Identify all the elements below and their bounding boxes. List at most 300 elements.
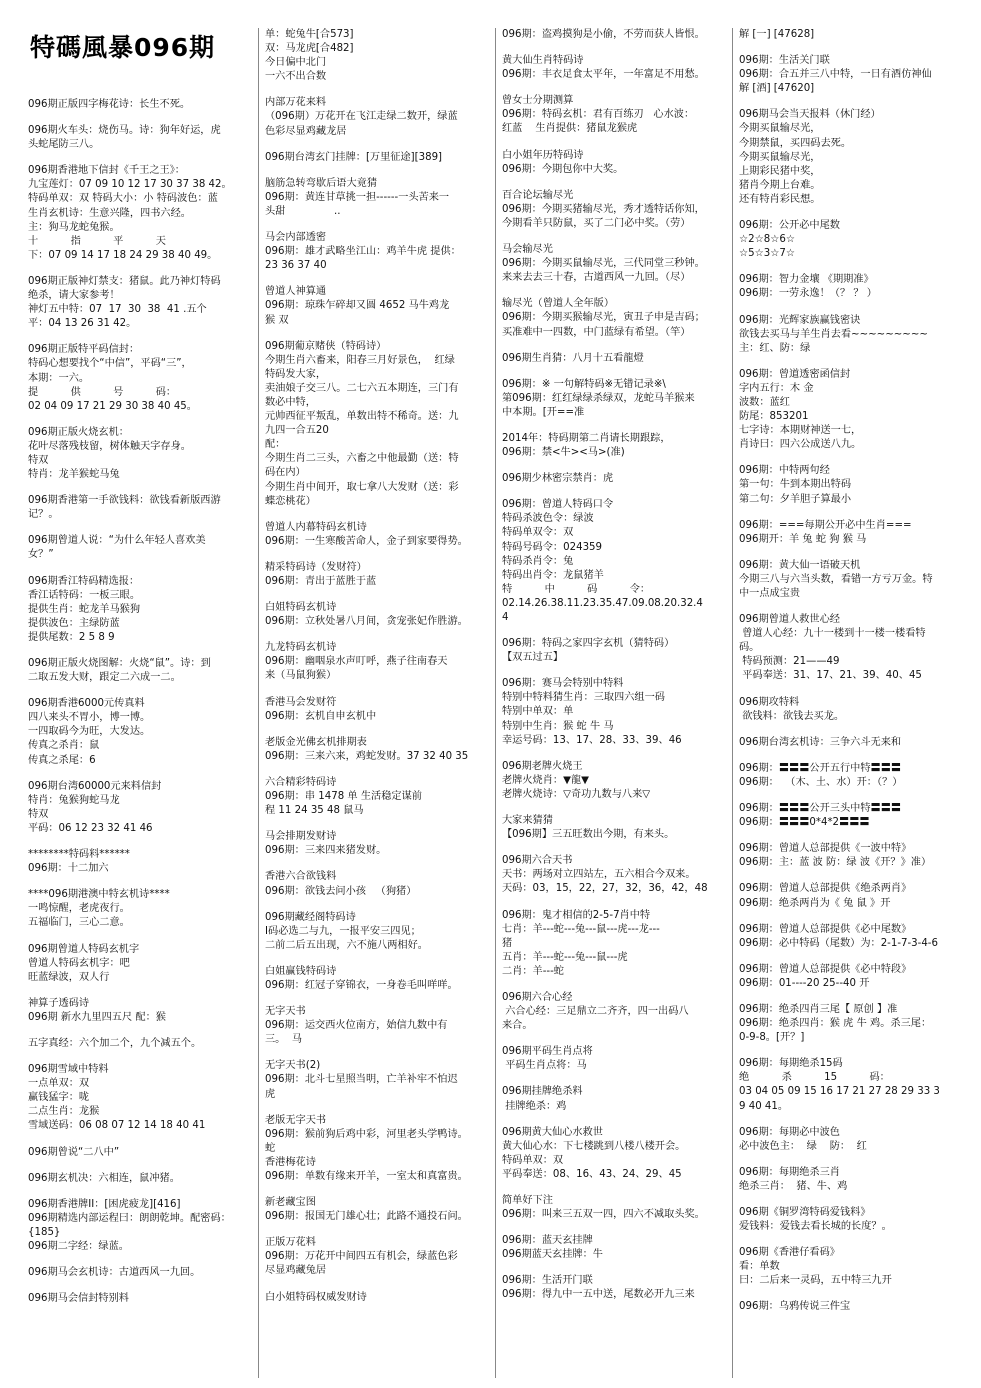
text-line: 五字真经：六个加二个，九个减五个。 [28,1037,202,1049]
text-line: 096期平码生肖点将 [502,1046,593,1058]
article-block [739,882,963,910]
text-line: 096期：〓〓〓公开三头中特〓〓〓 [739,803,902,815]
text-line: 九龙特码玄机诗 [265,642,337,654]
text-line: 曾道人神算通 [265,286,327,298]
text-line: 黄大仙生肖特码诗 [502,55,584,67]
text-line: 特双 [28,454,49,466]
text-line: 23 36 37 40 [265,260,327,272]
text-line: 096期： （木、土、水）开：（？） [739,776,903,788]
text-line: 096期蓝天玄挂牌：牛 [502,1249,603,1261]
text-line: 中一点成宝贵 [739,588,801,599]
text-line: 色彩尽显鸡藏龙居 [265,125,347,137]
text-line: 096期：运交西火位南方，始信九数中有 [265,1020,448,1032]
text-line: 马会排期发财诗 [265,831,337,843]
text-line: 【双五过五】 [502,652,564,664]
article-block [265,340,489,509]
text-line: 二前二后五出现，六不施八两相好。 [265,939,428,951]
article-block [265,965,489,993]
article-block [28,494,252,522]
article-block [739,1206,963,1234]
text-line: 白小姐特码权威发财诗 [265,1291,367,1303]
text-line: 096期《铜罗湾特码爱钱料》 [739,1207,871,1218]
text-line: ********特码料****** [28,849,130,861]
text-line: 03 04 05 09 15 16 17 21 27 28 29 33 3 [739,1086,940,1098]
text-line: 096期：光辉家族赢钱密诀 [739,314,861,326]
article-block [739,613,963,683]
article-block [265,1236,489,1278]
text-line: 元帅西征平叛乱，单数出特不稀奇。送：九 [265,411,459,423]
text-line: 特 中 码 令： [502,583,651,595]
text-line: 蝶恋桃花） [265,495,316,507]
text-line: 096期：今期买猪输尽光，秀才透特话你知， [502,203,705,215]
text-line: 096期：绝杀两肖为《 兔 鼠 》开 [739,897,891,909]
text-line: ****096期港澳中特玄机诗**** [28,889,170,901]
text-line: 猪肖今期上台难。 [739,179,821,191]
text-line: 096期：绝杀四肖：猴 虎 牛 鸡。杀三尾： [739,1018,932,1030]
text-line: 096期香港6000元传真料 [28,698,145,710]
text-line: 第一句：牛到本期出特码 [739,479,852,491]
text-line: 096期：盗鸡摸狗是小偷，不劳而获人皆恨。 [502,29,705,40]
text-line: 香港梅花诗 [265,1156,316,1168]
text-line: 096期：叫来三五双一四，四六不减取头奖。 [502,1209,705,1221]
text-line: 黄大仙心水：下七楼跳到八楼八楼开会。 [502,1140,686,1152]
text-line: 096期：特码之家四字玄机（猜特码） [502,638,675,650]
article-block [28,1146,252,1160]
text-line: 天码：03，15，22，27，32，36，42，48 [502,883,708,895]
text-line: 096期：黄连甘草挑一担------一头苦来一 [265,191,450,203]
article-block [265,641,489,683]
article-block [739,464,963,506]
text-line: 二点生肖：龙猴 [28,1106,100,1118]
text-line: 096期老牌火烧王 [502,760,583,772]
article-block [739,923,963,951]
article-block [265,28,489,84]
text-line: 六合精彩特码诗 [265,776,337,788]
text-line: 096期马会信封特别料 [28,1293,129,1305]
article-block [502,28,726,42]
text-line: 096期：青出于蓝胜于蓝 [265,576,377,587]
text-line: 096期：曾道透密函信封 [739,368,851,380]
text-line: 四八来头不胃小，博一博。 [28,712,151,724]
column-3 [495,28,732,1378]
text-line: 096期台湾60000元来料信封 [28,780,162,792]
text-line: 神算子透码诗 [28,997,90,1009]
text-line: 今期禁鼠，买四码去死。 [739,137,852,149]
article-block [739,762,963,790]
article-block [502,189,726,231]
text-line: 096期：赛马会特别中特料 [502,678,624,690]
text-line: 096期：曾道人总部提供《绝杀两肖》 [739,883,912,895]
text-line: 096期六合天书 [502,855,573,867]
text-line: 白姐特码玄机诗 [265,602,337,614]
text-line: 第二句：夕羊胆子算最小 [739,493,852,505]
article-block [265,231,489,273]
text-line: 096期精选内部运程曰：朗朗乾坤。配密码： [28,1212,231,1224]
text-line: 主：红、防：绿 [739,342,811,354]
text-line: 096期：玄机自申玄机中 [265,710,377,722]
article-block [502,54,726,82]
text-line: 096期：〓〓〓0*4*2〓〓〓 [739,817,870,829]
text-line: 老牌火烧肖：▼龍▼ [502,774,589,786]
article-block [28,275,252,331]
text-line: 096期少林密宗禁肖：虎 [502,473,614,485]
article-block [502,378,726,420]
text-line: 096期：今期买猴输尽光，寅丑子申是吉码； [502,312,705,324]
text-line: 九宝莲灯：07 09 10 12 17 30 37 38 42。 [28,179,232,191]
text-line: 头蛇尾防三八。 [28,139,100,151]
text-line: 白姐赢钱特码诗 [265,965,337,977]
text-line: 096期正版特平码信封： [28,344,140,356]
text-line: 提供尾数：2 5 8 9 [28,631,115,643]
text-line: 096期马会玄机诗：古道西风一九回。 [28,1267,201,1279]
text-line: 第096期：红红绿绿杀绿双，龙蛇马羊猴来 [502,392,695,404]
text-line: 096期：报国无门雄心壮；此路不通投石问。 [265,1211,468,1223]
text-line: 脑筋急转弯歇后语大竟猜 [265,177,378,189]
text-line: 096期《香港仔看码》 [739,1247,840,1259]
article-block [265,696,489,724]
text-line: 096期：主：蓝 波 防：绿 波《开？》准） [739,857,932,869]
text-line: 特肖：龙羊猴蛇马兔 [28,469,120,481]
article-block [502,352,726,366]
article-block [265,285,489,327]
text-line: 096期：智力金壤 《期期准》 [739,274,874,286]
text-line: 096期：串 1478 单 生活稳定谋前 [265,791,422,803]
text-line: 096期台湾玄机诗：三争六斗无来和 [739,736,902,748]
text-line: 老版金光佛玄机排期表 [265,736,367,748]
text-line: 096期马会当天报料（休门经） [739,109,881,121]
text-line: 今期三八与六当头数，看错一方亏万金。特 [739,573,933,585]
text-line: 096期：鬼才相信的2-5-7肖中特 [502,909,651,921]
article-block [502,472,726,486]
text-line: 香港马会发财符 [265,696,337,708]
article-block [265,601,489,629]
columns-container [28,28,969,1378]
text-line: 096期香港地下信封《千王之王》： [28,165,185,177]
text-line: 来合。 [502,1020,533,1032]
text-line: 上期彩民猪中奖， [739,165,821,177]
text-line: 五福临门，三心二意。 [28,917,130,929]
text-line: 096期：曾道人总部提供《一波中特》 [739,843,912,855]
article-block [739,108,963,207]
text-line: 2014年：特码期第二肖请长期跟踪， [502,432,671,444]
text-line: 欲钱料：欲钱去买龙。 [739,710,845,722]
text-line: 红蓝 生肖提供：猪鼠龙猴虎 [502,123,638,135]
text-line: 五肖：羊---蛇---兔---鼠---虎 [502,951,628,963]
text-line: 02 04 09 17 21 29 30 38 40 45。 [28,400,197,412]
text-line: 096期：今期包你中大奖。 [502,163,624,175]
text-line: 旺蓝绿波，双人行 [28,971,110,983]
text-line: 码。 [739,642,760,654]
text-line: 本期：一六。 [28,372,90,384]
article-block [502,814,726,842]
text-line: 配： [265,439,286,451]
article-block [502,1194,726,1222]
text-line: 096期香江特码精选报： [28,575,140,587]
text-line: 096期：曾道人总部提供《必中尾数》 [739,923,912,935]
text-line: 096期：三来六来，鸡蛇发财。37 32 40 35 [265,750,469,762]
text-line: 绝杀，请大家参考！ [28,290,120,302]
text-line: 特码杀肖令：兔 [502,555,574,567]
text-line: 096期挂牌绝杀料 [502,1086,583,1098]
article-block [28,1172,252,1186]
text-line: 花叶尽落残枝留，树体触天字存身。 [28,440,191,452]
text-line: 096期：雄才武略坐江山：鸡羊牛虎 提供： [265,246,461,258]
text-line: 虎 [265,1088,276,1100]
text-line: 女？” [28,549,54,561]
text-line: 096期：得九中一五中送，尾数必开九三来 [502,1289,695,1301]
text-line: 一鸣惊醒，老虎夜行。 [28,903,130,915]
text-line: 主：狗马龙蛇兔猴。 [28,221,120,233]
text-line: 六合心经：三足鼎立二齐齐，四一出码八 [502,1006,689,1018]
article-block [502,432,726,460]
text-line: 香港六合欲钱料 [265,871,337,883]
article-block [28,888,252,930]
article-block [502,1234,726,1262]
article-block [28,1266,252,1280]
text-line: 无字天书(2) [265,1060,321,1072]
text-line: 绝 杀 15 码： [739,1072,890,1084]
text-line: 传真之杀尾：6 [28,754,96,766]
text-line: 096期台湾玄门挂牌：[万里征途][389] [265,151,443,163]
text-line: 买准难中一四数，中门蓝绿有希望。（竿） [502,326,691,338]
text-line: 提供生肖：蛇龙羊马猴狗 [28,603,141,615]
article-block [502,94,726,136]
text-line: 曰：二后来一灵码，五中特三九开 [739,1275,892,1287]
article-block [265,1005,489,1047]
text-line: 特码号码令：024359 [502,541,603,553]
article-block [28,697,252,767]
text-line: 096期：单数有缘来开羊，一室太和真富贵。 [265,1171,468,1182]
article-block [28,1037,252,1051]
text-line: 程 11 24 35 48 鼠马 [265,805,364,817]
text-line: 096期：必中特码（尾数）为：2-1-7-3-4-6 [739,937,938,949]
text-line: 天书：两场对立四站左，五六相合今双来。 [502,869,696,881]
article-block [739,314,963,356]
text-line: 096期香港第一手欲钱料：欲钱看新版西游 [28,495,221,507]
article-block [502,1045,726,1073]
text-line: 096期：一劳永逸！（？ ？ ） [739,288,877,300]
article-block [739,1166,963,1194]
text-line: 曾女士分期测算 [502,95,574,107]
article-block [502,1085,726,1113]
article-block [739,559,963,601]
text-line: 特码发大家， [265,368,327,380]
text-line: 096期：每期绝杀三肖 [739,1166,840,1178]
article-block [739,54,963,96]
article-block [265,177,489,219]
text-line: 096期：曾道人特码口令 [502,499,614,511]
text-line: 解 [酒] [47620] [739,83,815,95]
text-line: 传真之杀肖：鼠 [28,740,100,752]
article-block [28,343,252,413]
text-line: 096期葡京赌侠（特码诗） [265,340,387,352]
text-line: 096期玄机决：六相连，鼠冲猪。 [28,1172,180,1184]
text-line: 096期正版神灯禁支：猪鼠。此乃神灯特码 [28,275,221,287]
text-line: 特肖：兔猴狗蛇马龙 [28,794,120,806]
column-2 [258,28,495,1378]
text-line: 096期：01----20 25--40 开 [739,977,870,989]
text-line: 曾道人特码玄机字：吧 [28,957,130,969]
text-line: 特别中单双：单 [502,706,574,718]
article-block [502,637,726,665]
article-block [265,870,489,898]
article-block [502,498,726,625]
text-line: 096期：琼珠乍碎却又圆 4652 马牛鸡龙 [265,300,450,312]
text-line: 096期：万花开中间四五有机会，绿蓝色彩 [265,1251,458,1263]
article-block [502,991,726,1033]
text-line: Ⅰ码必选二与九，一报平安三四见； [265,925,421,937]
text-line: 096期正版四字梅花诗：长生不死。 [28,99,191,110]
text-line: 096期香港牌II：[困虎疲龙][416] [28,1198,181,1210]
text-line: 096期：公开必中尾数 [739,220,840,232]
text-line: 096期：三来四来猪发财。 [265,845,387,857]
text-line: 096期正版火烧图解：火烧“鼠”。诗：到 [28,658,211,669]
article-block [28,426,252,482]
article-block [739,736,963,750]
text-line: 096期：合五并三八中特，一日有酒仿神仙 [739,69,932,81]
text-line: 平：04 13 26 31 42。 [28,318,137,330]
text-line: 096期：红冠子穿锦衣，一身卷毛叫咩咩。 [265,979,458,991]
text-line: 头甜 .. [265,205,341,217]
text-line: 必中波色主： 绿 防： 红 [739,1140,867,1152]
article-block [265,1059,489,1101]
text-line: 096期曾道人说：“为什么年轻人喜欢美 [28,535,206,547]
text-line: 肖诗曰：四六公成送八九。 [739,439,862,451]
text-line: 096期生肖猜：八月十五看龍燈 [502,352,644,364]
article-block [28,848,252,876]
text-line: 二取五发大财，跟定二六成一二。 [28,672,181,684]
article-block [502,854,726,896]
text-line: 精采特码诗（发财符） [265,561,367,573]
article-block [502,677,726,747]
article-block [28,534,252,562]
text-line: （096期）万花开在飞江走绿二数开，绿蓝 [265,111,458,123]
article-block [502,760,726,802]
text-line: 特码单双：双 [502,1154,564,1166]
text-line: 特码心想要找个“中信”，平码“三”， [28,358,192,370]
text-line: 096期开：羊 兔 蛇 狗 猴 马 [739,533,867,545]
text-line: 096期黄大仙心水救世 [502,1126,603,1138]
text-line: 今期生肖中间开，取七拿八大发财（送：彩 [265,481,459,493]
text-line: 来来去去三十春，古道西风一九回。（尽） [502,272,691,284]
text-line: 9 40 41。 [739,1100,789,1112]
text-line: 今期生肖六畜来，阳春三月好景色， 红绿 [265,354,455,366]
article-block [265,1114,489,1184]
text-line: 096期雪域中特料 [28,1064,109,1076]
text-line: 双：马龙虎[合482] [265,43,354,55]
article-block [265,911,489,953]
text-line: 02.14.26.38.11.23.35.47.09.08.20.32.4 [502,597,703,609]
text-line: 曾道人内幕特码玄机诗 [265,521,367,533]
text-line: 七字诗：本期财神送一七， [739,425,862,437]
text-line: 096期：丰衣足食太平年，一年富足不用愁。 [502,69,705,81]
article-block [739,368,963,453]
text-line: 老牌火烧诗：▽奇功九数与八来▽ [502,788,651,800]
article-block [28,575,252,645]
text-line: 特码出肖令：龙鼠猪羊 [502,569,604,581]
text-line: ☆2☆8☆6☆ [739,234,795,246]
article-block [739,842,963,870]
text-line: 096期：中特两句经 [739,465,830,477]
text-line: 马会内部透密 [265,232,327,244]
text-line: 挂牌绝杀：鸡 [502,1100,567,1112]
text-line: 下：07 09 14 17 18 24 29 38 40 49。 [28,249,218,261]
text-line: 还有特肖彩民想。 [739,193,821,205]
text-line: 096期：立秋处暑八月间，贪宠张妃作胜游。 [265,616,468,628]
column-4 [732,28,969,1378]
text-line: 老版无字天书 [265,1114,327,1126]
text-line: 防尾：853201 [739,411,809,423]
article-block [265,1291,489,1305]
text-line: 一六不出合数 [265,71,327,83]
article-block [265,151,489,165]
text-line: 数必中特， [265,396,316,408]
text-line: 曾道人心经：九十一楼到十一楼一楼看特 [739,628,926,640]
text-line: 特码单双令：双 [502,527,574,539]
text-line: 096期：特码玄机：君有百练刃 心水波： [502,109,695,121]
text-line: 大家来猜猜 [502,815,553,827]
text-line: 白小姐年历特码诗 [502,149,584,161]
text-line: 简单好下注 [502,1195,553,1206]
article-block [739,28,963,42]
article-block [28,943,252,985]
text-line: 猪 [502,937,513,949]
text-line: 096期：一生寒酸苦命人，金子到家要得势。 [265,535,468,547]
article-block [739,1246,963,1288]
text-line: 今期看羊只防鼠，买了二门必中奖。（劳） [502,217,691,229]
text-line: 096期：幽咽泉水声叮呼，燕子往南春天 [265,656,448,668]
article-block [502,243,726,285]
article-block [265,830,489,858]
text-line: 卖油娘子交三八。二七六五本期连，三门有 [265,382,459,394]
text-line: 一四取码今为旺，大发达。 [28,726,151,738]
text-line: 096期正版火烧玄机： [28,426,129,438]
text-line: 百合论坛输尽光 [502,189,574,201]
article-block [265,561,489,589]
article-block [502,909,726,979]
text-line: 码在内） [265,467,306,479]
text-line: 看：单数 [739,1261,780,1273]
article-block [739,696,963,724]
text-line: 提 供 号 码： [28,386,177,398]
text-line: 生肖玄机诗：生意兴隆，四书六经。 [28,207,191,219]
article-block [502,1274,726,1302]
text-line: 平码奉送：08、16、43、24、29、45 [502,1168,682,1180]
text-line: 096期：蓝天玄挂牌 [502,1235,593,1247]
article-block [28,98,252,112]
text-line: 096期：十二加六 [28,863,109,875]
text-line: 新老藏宝图 [265,1197,316,1209]
text-line: 096期曾道人特码玄机字 [28,943,140,955]
text-line: 096期藏经阁特码诗 [265,911,356,923]
text-line: 096期曾道人救世心经 [739,614,840,626]
article-block [28,164,252,263]
article-block [28,1292,252,1306]
text-line: 特码预测：21——49 [739,656,840,668]
column-1 [28,28,258,1378]
text-line: 二肖：羊---蛇 [502,965,564,977]
text-line: 提供波色：主绿防蓝 [28,617,120,629]
article-block [265,776,489,818]
text-line: ☆5☆3☆7☆ [739,248,795,260]
text-line: 096期 新水九里四五尺 配：猴 [28,1011,166,1023]
text-line: 一点单双：双 [28,1078,90,1090]
text-line: 今期买鼠输尽光， [739,151,821,163]
text-line: 4 [502,612,509,623]
text-line: 七肖：羊---蛇---兔---鼠---虎---龙--- [502,923,660,935]
article-block [739,219,963,261]
text-line: 096期：今期买鼠输尽光，三代同堂三秒钟。 [502,258,705,270]
